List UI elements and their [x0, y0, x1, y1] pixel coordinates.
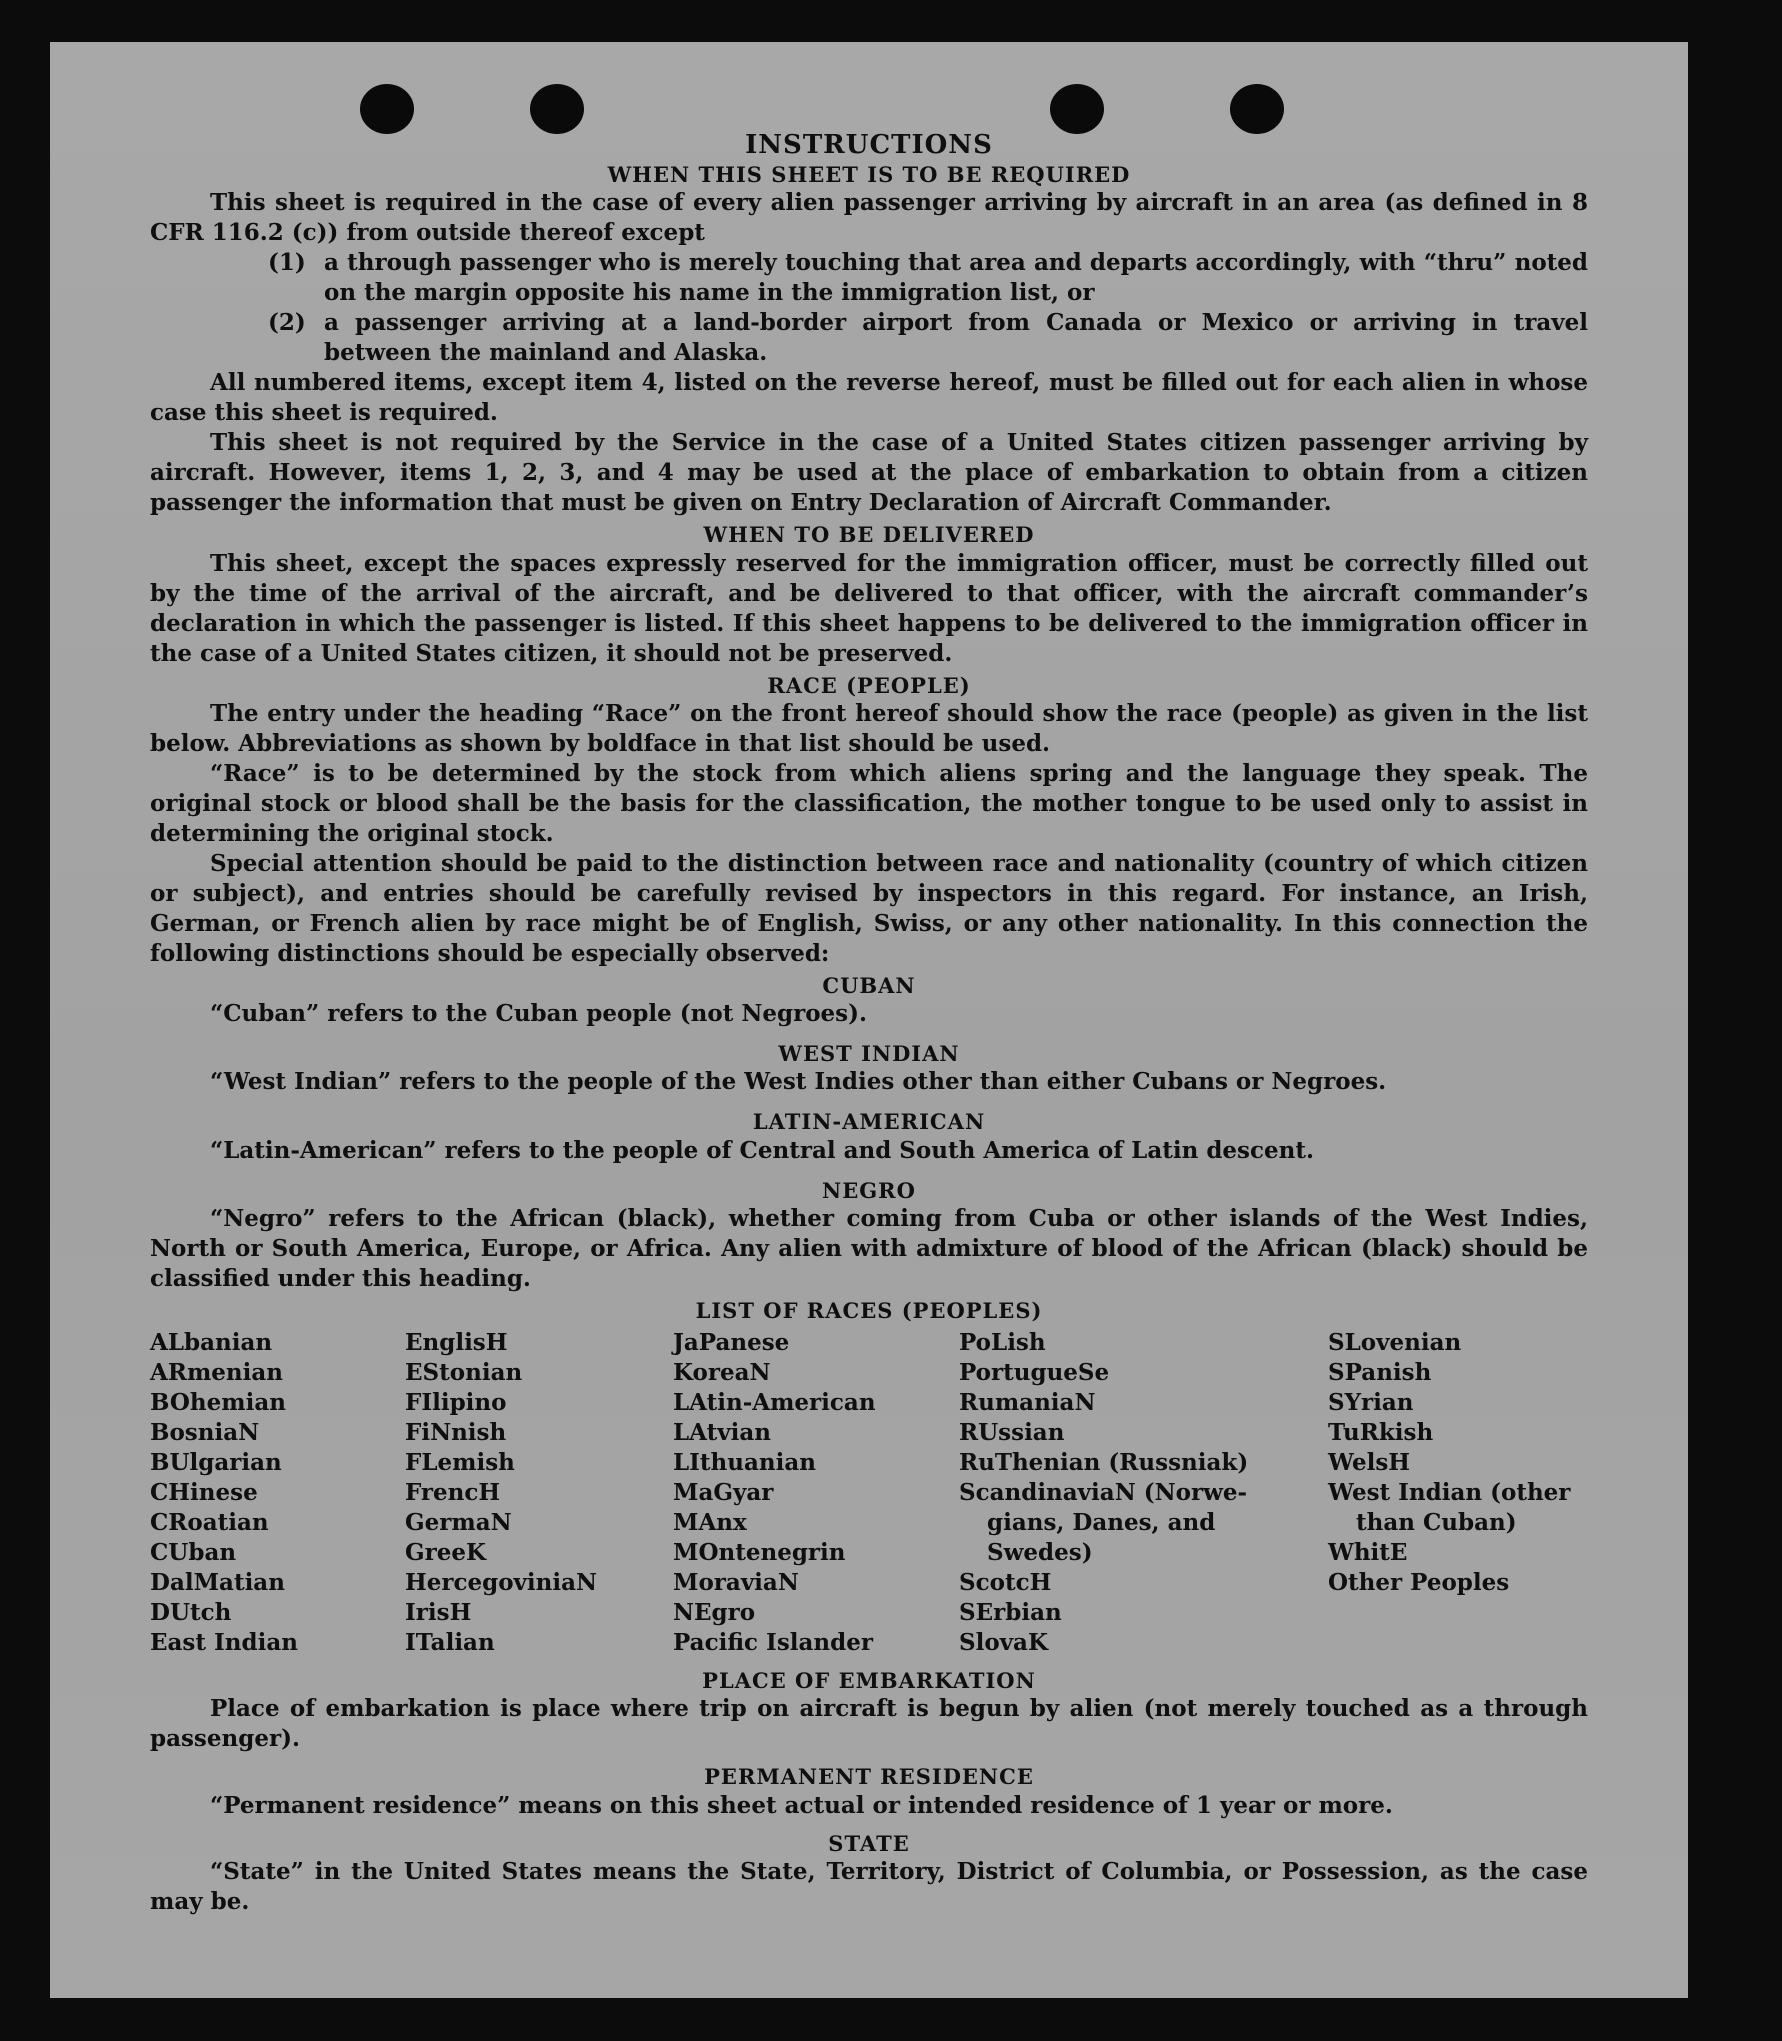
race-item: RuThenian (Russniak) — [959, 1449, 1249, 1476]
race-item: MOntenegrin — [673, 1539, 846, 1566]
race-item: West Indian (other — [1328, 1479, 1571, 1506]
race-item: CHinese — [150, 1479, 258, 1506]
race-item: FLemish — [405, 1449, 515, 1476]
race-item: HercegoviniaN — [405, 1569, 598, 1596]
race-item: PoLish — [959, 1329, 1046, 1356]
race-item: than Cuban) — [1356, 1509, 1517, 1536]
races-column — [150, 1328, 405, 1658]
race-item: SlovaK — [959, 1629, 1048, 1656]
paragraph: Special attention should be paid to the distinction between race and nationality (country of which citizen or subject), and entries should be carefully revised by inspectors in this regard. For instance, an Irish, German, or French alien by race might be of English, Swiss, or any other nationality. In this connection the following distinctions should be especially observed: — [150, 849, 1588, 967]
race-item: FiNnish — [405, 1419, 507, 1446]
punch-hole — [360, 84, 414, 134]
race-item: ITalian — [405, 1629, 495, 1656]
paragraph: Place of embarkation is place where trip on aircraft is begun by alien (not merely touched as a through passenger). — [150, 1695, 1588, 1753]
punch-hole — [1050, 84, 1104, 134]
race-item: PortugueSe — [959, 1359, 1110, 1386]
races-column — [959, 1328, 1328, 1658]
race-item: BOhemian — [150, 1389, 286, 1416]
paragraph: All numbered items, except item 4, listed on the reverse hereof, must be filled out for each alien in whose case this sheet is required. — [150, 369, 1588, 427]
section-heading-residence: PERMANENT RESIDENCE — [704, 1764, 1034, 1790]
paragraph: This sheet, except the spaces expressly reserved for the immigration officer, must be correctly filled out by the time of the arrival of the aircraft, and be delivered to that officer, with the aircraft commander’s declaration in which the passenger is listed. If this sheet happens to be delivered to the immigration officer in the case of a United States citizen, it should not be preserved. — [150, 549, 1588, 667]
race-item: ARmenian — [150, 1359, 284, 1386]
race-item: gians, Danes, and — [987, 1509, 1216, 1536]
punch-hole — [530, 84, 584, 134]
section-heading-west-indian: WEST INDIAN — [778, 1041, 960, 1066]
race-item: SLovenian — [1328, 1329, 1462, 1356]
paragraph: “Latin-American” refers to the people of Central and South America of Latin descent. — [210, 1136, 1314, 1164]
race-item: Other Peoples — [1328, 1569, 1510, 1596]
paragraph: This sheet is required in the case of every alien passenger arriving by aircraft in an area (as defined in 8 CFR 116.2 (c)) from outside thereof except — [150, 189, 1588, 247]
race-item: Swedes) — [987, 1539, 1093, 1566]
race-item: ALbanian — [150, 1329, 273, 1356]
paragraph: “Negro” refers to the African (black), whether coming from Cuba or other islands of the West Indies, North or South America, Europe, or Africa. Any alien with admixture of blood of the African (black) should be classified under this heading. — [150, 1204, 1588, 1292]
section-heading-state: STATE — [828, 1830, 910, 1856]
race-item: IrisH — [405, 1599, 472, 1626]
race-item: SErbian — [959, 1599, 1062, 1626]
paragraph: “Cuban” refers to the Cuban people (not Negroes). — [210, 1000, 868, 1027]
race-item: SYrian — [1328, 1389, 1414, 1416]
races-column — [1328, 1328, 1588, 1658]
race-item: EnglisH — [405, 1329, 508, 1356]
section-heading-latin-american: LATIN-AMERICAN — [752, 1109, 986, 1135]
paragraph: “State” in the United States means the State, Territory, District of Columbia, or Possession, as the case may be. — [150, 1857, 1588, 1915]
race-item: DUtch — [150, 1599, 232, 1626]
race-item: LAtin-American — [673, 1389, 876, 1416]
exception-item — [268, 308, 1588, 368]
race-item: MoraviaN — [673, 1569, 799, 1596]
exception-text: a passenger arriving at a land-border airport from Canada or Mexico or arriving in travel between the mainland and Alaska. — [324, 309, 1588, 367]
race-item: KoreaN — [673, 1359, 771, 1386]
race-item: BUlgarian — [150, 1449, 282, 1476]
race-item: RUssian — [959, 1419, 1065, 1446]
section-heading-race: RACE (PEOPLE) — [767, 672, 971, 698]
race-item: WelsH — [1328, 1449, 1411, 1476]
race-item: FIlipino — [405, 1389, 507, 1416]
races-column — [673, 1328, 959, 1658]
race-item: WhitE — [1328, 1539, 1408, 1566]
race-item: MaGyar — [673, 1479, 774, 1506]
paragraph: This sheet is not required by the Service in the case of a United States citizen passenger arriving by aircraft. However, items 1, 2, 3, and 4 may be used at the place of embarkation to obtain from a citizen passenger the information that must be given on Entry Declaration of Aircraft Commander. — [150, 429, 1588, 517]
paragraph: The entry under the heading “Race” on the front hereof should show the race (people) as given in the list below. Abbreviations as shown by boldface in that list should be used. — [150, 699, 1588, 757]
race-item: CUban — [150, 1539, 237, 1566]
section-heading-cuban: CUBAN — [822, 972, 916, 998]
punch-hole — [1230, 84, 1284, 134]
race-item: EStonian — [405, 1359, 523, 1386]
race-item: MAnx — [673, 1509, 747, 1536]
paragraph: “West Indian” refers to the people of the West Indies other than either Cubans or Negroes. — [210, 1068, 1387, 1096]
race-item: FrencH — [405, 1479, 501, 1506]
races-list — [150, 1328, 1588, 1658]
race-item: SPanish — [1328, 1359, 1432, 1386]
race-item: ScotcH — [959, 1569, 1052, 1596]
page-title: INSTRUCTIONS — [745, 130, 993, 160]
race-item: East Indian — [150, 1629, 298, 1656]
section-heading-list-of-races: LIST OF RACES (PEOPLES) — [695, 1297, 1043, 1323]
document-page — [50, 42, 1688, 1998]
paragraph: “Race” is to be determined by the stock from which aliens spring and the language they speak. The original stock or blood shall be the basis for the classification, the mother tongue to be used only to assist in determining the original stock. — [150, 759, 1588, 847]
race-item: JaPanese — [673, 1329, 790, 1356]
exception-number: (2) — [268, 309, 306, 337]
race-item: RumaniaN — [959, 1389, 1096, 1416]
race-item: TuRkish — [1328, 1419, 1434, 1446]
section-heading-embarkation: PLACE OF EMBARKATION — [702, 1668, 1036, 1693]
race-item: LAtvian — [673, 1419, 771, 1446]
section-heading-delivered: WHEN TO BE DELIVERED — [703, 522, 1035, 548]
exception-number: (1) — [268, 249, 306, 277]
race-item: CRoatian — [150, 1509, 269, 1536]
race-item: LIthuanian — [673, 1449, 816, 1476]
race-item: BosniaN — [150, 1419, 260, 1446]
exception-text: a through passenger who is merely touching that area and departs accordingly, with “thru” noted on the margin opposite his name in the immigration list, or — [324, 249, 1588, 307]
exception-item — [268, 248, 1588, 308]
race-item: NEgro — [673, 1599, 756, 1626]
section-heading-negro: NEGRO — [822, 1177, 916, 1203]
race-item: DalMatian — [150, 1569, 285, 1596]
races-column — [405, 1328, 673, 1658]
race-item: GermaN — [405, 1509, 512, 1536]
race-item: GreeK — [405, 1539, 487, 1566]
paragraph: “Permanent residence” means on this sheet actual or intended residence of 1 year or more. — [210, 1791, 1393, 1819]
race-item: ScandinaviaN (Norwe- — [959, 1479, 1248, 1506]
section-heading-required: WHEN THIS SHEET IS TO BE REQUIRED — [607, 162, 1131, 187]
race-item: Pacific Islander — [673, 1629, 873, 1656]
